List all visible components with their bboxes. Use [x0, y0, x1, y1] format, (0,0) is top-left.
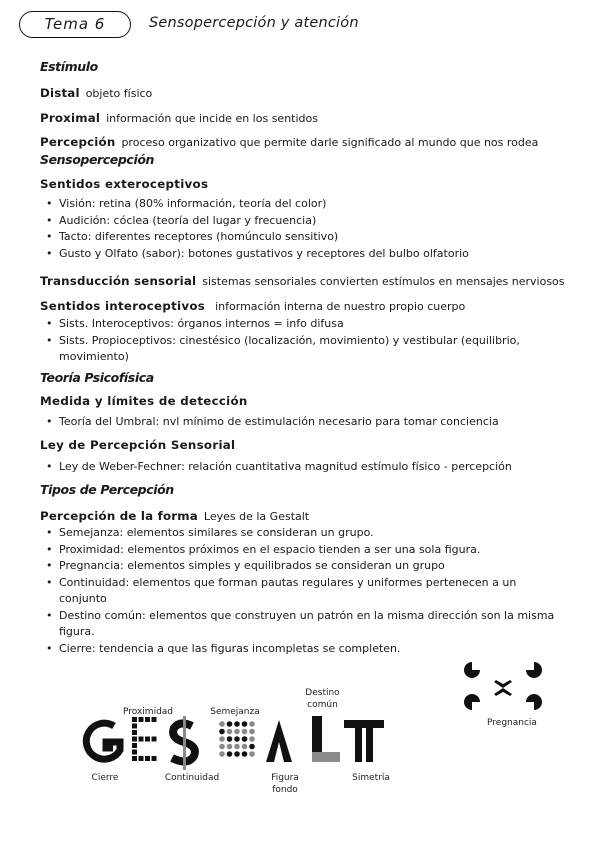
- similarity-dot: [242, 729, 248, 735]
- proximity-dot: [139, 717, 144, 722]
- estimulo-proximal: [40, 107, 318, 126]
- list-item: • Pregnancia: elementos simples y equilibrados se consideran un grupo: [43, 558, 555, 575]
- similarity-dot: [219, 751, 225, 757]
- pacman-bottom-left: [464, 694, 480, 710]
- list-item: • Tacto: diferentes receptores (homúnculo sensitivo): [43, 229, 563, 246]
- proximity-dot: [132, 737, 137, 742]
- proximity-dot: [152, 756, 157, 761]
- proximity-dot: [152, 737, 157, 742]
- def-proximal: información que incide en los sentidos: [106, 112, 318, 125]
- similarity-dot: [219, 721, 225, 727]
- similarity-dot: [249, 736, 255, 742]
- list-item: • Ley de Weber-Fechner: relación cuantitativa magnitud estímulo físico - percepción: [43, 459, 583, 476]
- label-semejanza: Semejanza: [210, 707, 260, 717]
- list-item: • Semejanza: elementos similares se consideran un grupo.: [43, 525, 555, 542]
- list-item: • Teoría del Umbral: nvl mínimo de estimulación necesario para tomar conciencia: [43, 414, 583, 431]
- pacman-bottom-right: [526, 694, 542, 710]
- proximity-dot: [145, 756, 150, 761]
- list-item: • Continuidad: elementos que forman pautas regulares y uniformes pertenecen a un conjunto: [43, 575, 555, 608]
- similarity-dot: [242, 751, 248, 757]
- proximity-dot: [145, 737, 150, 742]
- list-item: • Cierre: tendencia a que las figuras incompletas se completen.: [43, 641, 555, 658]
- similarity-dot: [227, 736, 233, 742]
- similarity-dot: [249, 751, 255, 757]
- letter-e-proximity: [132, 717, 157, 761]
- similarity-dot: [234, 736, 240, 742]
- list-item: • Visión: retina (80% información, teoría del color): [43, 196, 563, 213]
- similarity-dot: [249, 729, 255, 735]
- def-interoceptivos: información interna de nuestro propio cuerpo: [215, 300, 466, 313]
- exteroceptivos-list: [43, 196, 563, 262]
- forma-row: [40, 505, 309, 524]
- letter-l-common-fate: [312, 716, 340, 762]
- term-distal: Distal: [40, 86, 80, 100]
- interoceptivos-row: [40, 295, 465, 314]
- label-destino-comun: Destino común: [305, 688, 340, 710]
- def-transduccion: sistemas sensoriales convierten estímulos en mensajes nerviosos: [202, 275, 565, 288]
- label-simetria: Simetría: [352, 773, 390, 783]
- similarity-dot: [249, 744, 255, 750]
- proximity-dot: [132, 756, 137, 761]
- similarity-dot: [227, 751, 233, 757]
- section-psicofisica: Teoría Psicofísica: [40, 370, 154, 385]
- label-pregnancia: Pregnancia: [487, 718, 537, 728]
- page-title: Sensopercepción y atención: [149, 15, 359, 31]
- label-cierre: Cierre: [91, 773, 119, 783]
- term-percepcion: Percepción: [40, 135, 116, 149]
- proximity-dot: [132, 743, 137, 748]
- section-tipos: Tipos de Percepción: [40, 482, 174, 497]
- gestalt-laws-list: [43, 525, 555, 657]
- term-transduccion: Transducción sensorial: [40, 274, 197, 288]
- list-item: • Proximidad: elementos próximos en el espacio tienden a ser una sola figura.: [43, 542, 555, 559]
- letter-a-figure-ground: [266, 720, 292, 762]
- proximity-dot: [132, 717, 137, 722]
- list-item: • Destino común: elementos que construyen un patrón en la misma dirección son la misma figura.: [43, 608, 555, 641]
- list-item: • Sists. Propioceptivos: cinestésico (localización, movimiento) y vestibular (equilibrio, movimiento): [43, 333, 523, 366]
- ley-list: [43, 459, 583, 476]
- exteroceptivos-title: Sentidos exteroceptivos: [40, 177, 209, 191]
- term-interoceptivos: Sentidos interoceptivos: [40, 299, 206, 313]
- tema-badge: [19, 11, 131, 38]
- ley-title: Ley de Percepción Sensorial: [40, 438, 236, 452]
- similarity-dot: [219, 744, 225, 750]
- similarity-dot: [234, 729, 240, 735]
- def-forma: Leyes de la Gestalt: [203, 510, 310, 523]
- center-mark-bottom: [494, 688, 512, 696]
- center-mark-top: [494, 680, 512, 688]
- similarity-dot: [227, 729, 233, 735]
- medida-title: Medida y límites de detección: [40, 394, 248, 408]
- letter-g-closure: [86, 723, 120, 759]
- letter-s-continuity: [172, 716, 195, 770]
- pacman-top-right: [526, 662, 542, 678]
- similarity-dot: [227, 721, 233, 727]
- label-figura-fondo: Figura fondo: [271, 773, 299, 795]
- def-percepcion: proceso organizativo que permite darle significado al mundo que nos rodea: [121, 136, 539, 149]
- similarity-dot: [234, 744, 240, 750]
- estimulo-distal: [40, 82, 152, 101]
- similarity-dot: [249, 721, 255, 727]
- list-item: • Gusto y Olfato (sabor): botones gustativos y receptores del bulbo olfatorio: [43, 246, 563, 263]
- list-item: • Sists. Interoceptivos: órganos internos = info difusa: [43, 316, 523, 333]
- pacman-top-left: [464, 662, 480, 678]
- medida-list: [43, 414, 583, 431]
- letter-t-symmetry: [344, 720, 384, 762]
- section-sensopercepcion: Sensopercepción: [40, 152, 155, 167]
- similarity-dot: [234, 721, 240, 727]
- term-forma: Percepción de la forma: [40, 509, 198, 523]
- section-estimulo: Estímulo: [40, 59, 98, 74]
- label-continuidad: Continuidad: [164, 773, 220, 783]
- similarity-dot: [234, 751, 240, 757]
- label-proximidad: Proximidad: [122, 707, 174, 717]
- similarity-dot: [242, 744, 248, 750]
- interoceptivos-list: [43, 316, 523, 366]
- tema-label: Tema 6: [44, 15, 106, 33]
- proximity-dot: [152, 717, 157, 722]
- similarity-dot: [242, 721, 248, 727]
- similarity-dot: [227, 744, 233, 750]
- proximity-dot: [132, 730, 137, 735]
- proximity-dot: [132, 724, 137, 729]
- pregnancia-illustration: [458, 660, 548, 716]
- transduccion-row: [40, 270, 565, 289]
- gestalt-letters-illustration: [80, 712, 400, 774]
- proximity-dot: [145, 717, 150, 722]
- list-item: • Audición: cóclea (teoría del lugar y frecuencia): [43, 213, 563, 230]
- proximity-dot: [139, 737, 144, 742]
- semejanza-dots: [219, 721, 255, 757]
- def-distal: objeto físico: [85, 87, 153, 100]
- similarity-dot: [219, 729, 225, 735]
- estimulo-percepcion: [40, 131, 538, 150]
- similarity-dot: [219, 736, 225, 742]
- proximity-dot: [132, 750, 137, 755]
- similarity-dot: [242, 736, 248, 742]
- term-proximal: Proximal: [40, 111, 101, 125]
- proximity-dot: [139, 756, 144, 761]
